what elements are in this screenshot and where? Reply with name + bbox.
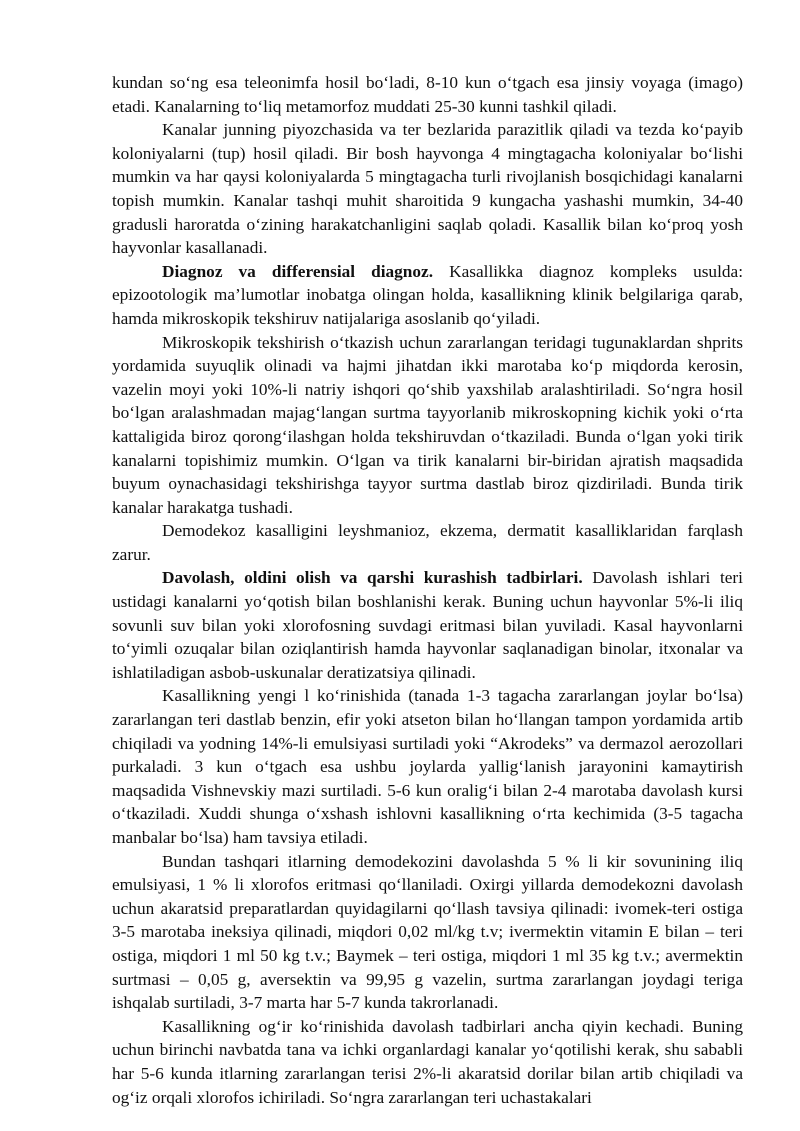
paragraph (112, 118, 743, 260)
paragraph-text: Bundan tashqari itlarning demodekozini davolashda 5 % li kir sovunining iliq emulsiyasi, 1 % li xlorofos eritmasi qo‘llaniladi. Oxirgi yillarda demodekozni davolash uchun akaratsid preparatlardan quyidagilarni qo‘llash tavsiya qilinadi: ivomek-teri ostiga 3-5 marotaba ineksiya qilinadi, miqdori 0,02 ml/kg t.v; ivermektin vitamin E bilan – teri ostiga, miqdori 1 ml 50 kg t.v.; Baymek – teri ostiga, miqdori 1 ml 35 kg t.v.; avermektin surtmasi – 0,05 g, aversektin va 99,95 g vazelin, surtma zararlangan joydagi teriga ishqalab surtiladi, 3-7 marta har 5-7 kunda takrorlanadi. (112, 851, 743, 1013)
paragraph (112, 566, 743, 684)
paragraph (112, 684, 743, 849)
paragraph-text: Kasallikka diagnoz kompleks usulda: epizootologik ma’lumotlar inobatga olingan holda, kasallikning klinik belgilariga qarab, hamda mikroskopik tekshiruv natijalariga asoslanib qo‘yiladi. (112, 261, 743, 328)
paragraph (112, 519, 743, 566)
paragraph-text: Mikroskopik tekshirish o‘tkazish uchun zararlangan teridagi tugunaklardan shprits yordamida suyuqlik olinadi va hajmi jihatdan ikki marotaba ko‘p miqdorda kerosin, vazelin moyi yoki 10%-li natriy ishqori qo‘shib yaxshilab aralashtiriladi. So‘ngra hosil bo‘lgan aralashmadan majag‘langan surtma tayyorlanib mikroskopning kichik yoki o‘rta kattaligida biroz qorong‘ilashgan holda tekshiruvdan o‘tkaziladi. Bunda o‘lgan yoki tirik kanalarni topishimiz mumkin. O‘lgan va tirik kanalarni bir-biridan ajratish maqsadida buyum oynachasidagi tekshirishga tayyor surtma dastlab biroz qizdiriladi. Bunda tirik kanalar harakatga tushadi. (112, 332, 743, 517)
paragraph (112, 260, 743, 331)
paragraph-text: Kanalar junning piyozchasida va ter bezlarida parazitlik qiladi va tezda ko‘payib koloniyalarni (tup) hosil qiladi. Bir bosh hayvonga 4 mingtagacha koloniyalar bo‘lishi mumkin va har qaysi koloniyalarda 5 mingtagacha turli rivojlanish bosqichidagi kanalarni topish mumkin. Kanalar tashqi muhit sharoitida 9 kungacha yashashi mumkin, 34-40 gradusli haroratda o‘zining harakatchanligini saqlab qoladi. Kasallik bilan ko‘proq yosh hayvonlar kasallanadi. (112, 120, 743, 258)
section-heading: Davolash, oldini olish va qarshi kurashish tadbirlari. (162, 568, 583, 588)
paragraph (112, 850, 743, 1015)
paragraph-text: Kasallikning og‘ir ko‘rinishida davolash tadbirlari ancha qiyin kechadi. Buning uchun birinchi navbatda tana va ichki organlardagi kanalar yo‘qotilishi kerak, shu sababli har 5-6 kunda itlarning zararlangan terisi 2%-li akaratsid dorilar bilan artib chiqiladi va og‘iz orqali xlorofos ichiriladi. So‘ngra zararlangan teri uchastakalari (112, 1016, 743, 1107)
paragraph-text: kundan so‘ng esa teleonimfa hosil bo‘ladi, 8-10 kun o‘tgach esa jinsiy voyaga (imago) etadi. Kanalarning to‘liq metamorfoz muddati 25-30 kunni tashkil qiladi. (112, 73, 743, 116)
paragraph-text: Kasallikning yengi l ko‘rinishida (tanada 1-3 tagacha zararlangan joylar bo‘lsa) zararlangan teri dastlab benzin, efir yoki atseton bilan ho‘llangan tampon yordamida artib chiqiladi va yodning 14%-li emulsiyasi surtiladi yoki “Akrodeks” va dermazol aerozollari purkaladi. 3 kun o‘tgach esa ushbu joylarda yallig‘lanish jarayonini kamaytirish maqsadida Vishnevskiy mazi surtiladi. 5-6 kun oralig‘i bilan 2-4 marotaba davolash kursi o‘tkaziladi. Xuddi shunga o‘xshash ishlovni kasallikning o‘rta kechimida (3-5 tagacha manbalar bo‘lsa) ham tavsiya etiladi. (112, 686, 743, 847)
paragraph-text: Demodekoz kasalligini leyshmanioz, ekzema, dermatit kasalliklaridan farqlash zarur. (112, 521, 743, 564)
paragraph (112, 331, 743, 520)
paragraph (112, 71, 743, 118)
paragraph (112, 1015, 743, 1109)
paragraph-text: Davolash ishlari teri ustidagi kanalarni yo‘qotish bilan boshlanishi kerak. Buning uchun hayvonlar 5%-li iliq sovunli suv bilan yoki xlorofosning suvdagi eritmasi bilan yuviladi. Kasal hayvonlarni to‘yimli ozuqalar bilan oziqlantirish hamda hayvonlar saqlanadigan binolar, itxonalar va ishlatiladigan asbob-uskunalar deratizatsiya qilinadi. (112, 568, 743, 682)
section-heading: Diagnoz va differensial diagnoz. (162, 261, 434, 281)
